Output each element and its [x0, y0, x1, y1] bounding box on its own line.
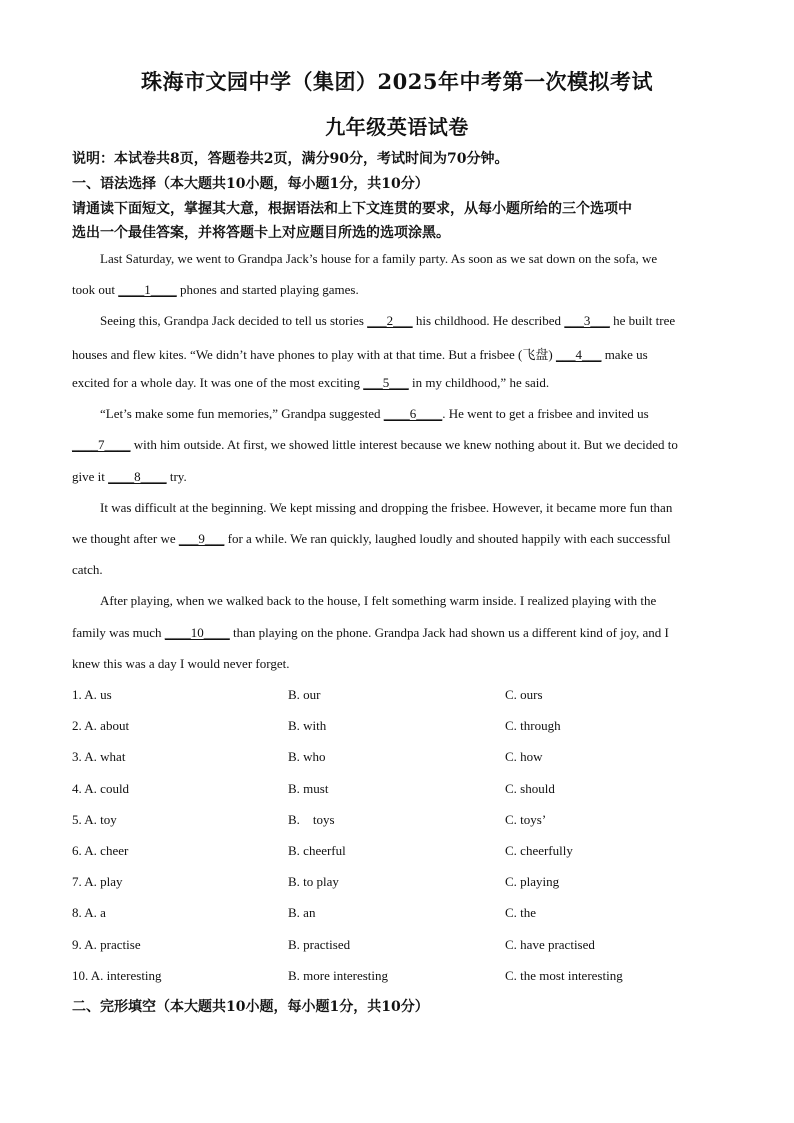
option-1-c: C. ours — [505, 687, 543, 702]
passage-text: Seeing this, Grandpa Jack decided to tell us stories — [100, 313, 368, 328]
option-8-a: 8. A. a — [72, 905, 106, 920]
passage-text: with him outside. At first, we showed little interest because we knew nothing about it. But we decided to — [130, 437, 678, 452]
passage-text: he built tree — [609, 313, 676, 328]
passage-text: “Let’s make some fun memories,” Grandpa suggested — [100, 406, 384, 421]
passage-line — [72, 625, 722, 641]
option-7-c: C. playing — [505, 874, 560, 889]
blank-3: ___3___ — [564, 313, 610, 328]
option-7-b: B. to play — [288, 874, 339, 889]
passage-text: we thought after we — [72, 531, 179, 546]
option-9-b: B. practised — [288, 937, 351, 952]
passage-line: knew this was a day I would never forget. — [72, 656, 290, 671]
option-5-c: C. toys’ — [505, 812, 547, 827]
option-7-a: 7. A. play — [72, 874, 123, 889]
passage-text: for a while. We ran quickly, laughed loudly and shouted happily with each successful — [224, 531, 671, 546]
passage-text: try. — [166, 469, 187, 484]
passage-text: phones and started playing games. — [176, 282, 359, 297]
passage-line — [100, 313, 722, 329]
passage-line — [72, 531, 722, 547]
blank-5: ___5___ — [363, 375, 409, 390]
option-2-c: C. through — [505, 718, 561, 733]
blank-2: ___2___ — [367, 313, 413, 328]
option-8-c: C. the — [505, 905, 537, 920]
blank-8: ____8____ — [108, 469, 167, 484]
option-6-a: 6. A. cheer — [72, 843, 129, 858]
passage-text: excited for a whole day. It was one of the most exciting — [72, 375, 364, 390]
passage-text: his childhood. He described — [412, 313, 565, 328]
exam-note: 说明：本试卷共8页，答题卷共2页，满分90分，考试时间为70分钟。 — [72, 151, 509, 167]
passage-text: in my childhood,” he said. — [408, 375, 550, 390]
option-4-b: B. must — [288, 781, 329, 796]
passage-line: After playing, when we walked back to the house, I felt something warm inside. I realized playing with the — [100, 593, 657, 608]
exam-title: 珠海市文园中学（集团）2025年中考第一次模拟考试 — [141, 69, 653, 94]
blank-7: ____7____ — [72, 437, 131, 452]
blank-1: ____1____ — [118, 282, 177, 297]
option-5-a: 5. A. toy — [72, 812, 117, 827]
option-2-b: B. with — [288, 718, 327, 733]
option-3-a: 3. A. what — [72, 749, 126, 764]
passage-line — [72, 437, 722, 453]
passage-line — [100, 406, 722, 422]
section1-desc-line2: 选出一个最佳答案，并将答题卡上对应题目所选的选项涂黑。 — [72, 225, 450, 241]
option-2-a: 2. A. about — [72, 718, 130, 733]
passage-text: give it — [72, 469, 109, 484]
passage-line: Last Saturday, we went to Grandpa Jack’s house for a family party. As soon as we sat down on the sofa, we — [100, 251, 658, 266]
option-10-b: B. more interesting — [288, 968, 389, 983]
passage-text: houses and flew kites. “We didn’t have phones to play with at that time. But a frisbee (飞盘) — [72, 347, 556, 362]
option-1-b: B. our — [288, 687, 321, 702]
option-5-b: B. toys — [288, 812, 335, 827]
passage-text: make us — [601, 347, 648, 362]
blank-9: ___9___ — [178, 531, 225, 546]
exam-subtitle: 九年级英语试卷 — [325, 115, 469, 139]
passage-line — [72, 469, 722, 485]
option-3-c: C. how — [505, 749, 543, 764]
section1-desc-line1: 请通读下面短文，掌握其大意，根据语法和上下文连贯的要求，从每小题所给的三个选项中 — [72, 201, 632, 217]
passage-line — [72, 344, 722, 363]
option-9-a: 9. A. practise — [72, 937, 141, 952]
option-6-b: B. cheerful — [288, 843, 346, 858]
option-4-a: 4. A. could — [72, 781, 130, 796]
option-10-c: C. the most interesting — [505, 968, 623, 983]
passage-line — [72, 282, 722, 298]
option-1-a: 1. A. us — [72, 687, 112, 702]
passage-line — [72, 375, 722, 391]
passage-text: than playing on the phone. Grandpa Jack had shown us a different kind of joy, and I — [229, 625, 669, 640]
option-10-a: 10. A. interesting — [72, 968, 162, 983]
option-9-c: C. have practised — [505, 937, 595, 952]
option-6-c: C. cheerfully — [505, 843, 573, 858]
option-3-b: B. who — [288, 749, 326, 764]
passage-text: family was much — [72, 625, 165, 640]
blank-4: ___4___ — [555, 347, 602, 362]
option-8-b: B. an — [288, 905, 316, 920]
option-4-c: C. should — [505, 781, 555, 796]
passage-line: It was difficult at the beginning. We kept missing and dropping the frisbee. However, it became more fun than — [100, 500, 673, 515]
blank-6: ____6____ — [383, 406, 443, 421]
passage-text: took out — [72, 282, 119, 297]
passage-text: . He went to get a frisbee and invited us — [442, 406, 649, 421]
section2-title: 二、完形填空（本大题共10小题，每小题1分，共10分） — [72, 999, 429, 1015]
section1-title: 一、语法选择（本大题共10小题，每小题1分，共10分） — [72, 176, 429, 192]
passage-line: catch. — [72, 562, 103, 577]
blank-10: ____10____ — [164, 625, 230, 640]
